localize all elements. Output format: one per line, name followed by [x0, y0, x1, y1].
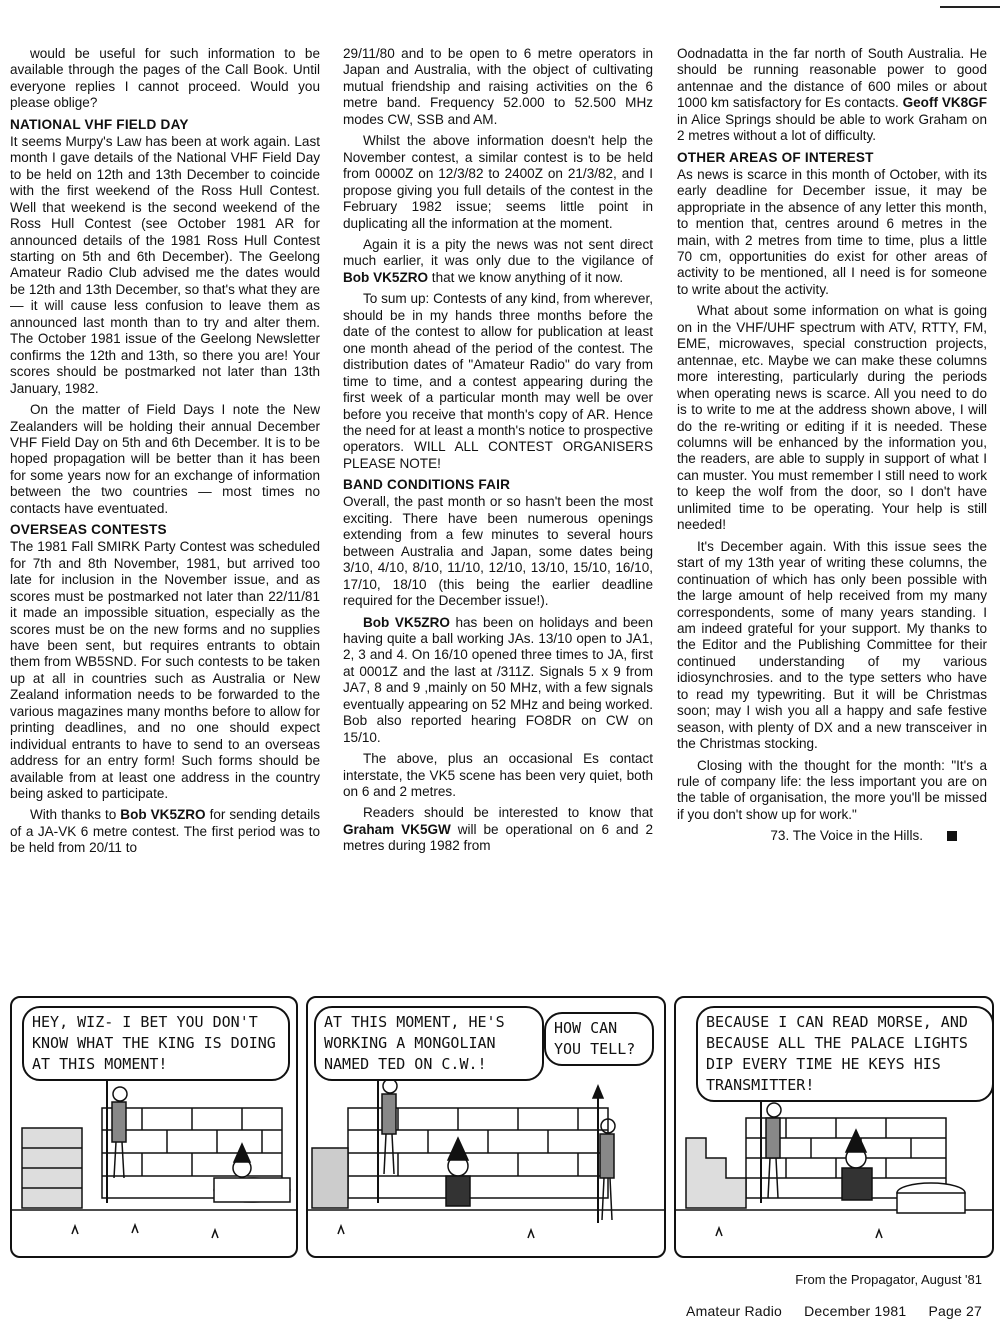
page-footer [668, 1303, 982, 1319]
column-1 [10, 46, 320, 862]
text: in Alice Springs should be able to work Graham on 2 metres without a lot of difficulty. [677, 111, 987, 144]
paragraph: It's December again. With this issue sees the start of my 13th year of writing these columns, the continuation of which has only been possible with the large amount of help received from my many correspondents, some of many years standing. I am indeed grateful for your support. My thanks to the Editor and the Publishing Committee for their continued understanding of my various idiosynchrosies. and to the type setters who have to read my typewriting. But it will be Christmas soon; may I wish you all a happy and safe festive season, with plenty of DX and a new transceiver in the Christmas stocking. [677, 538, 987, 752]
heading-other: OTHER AREAS OF INTEREST [677, 149, 874, 165]
callsign: Bob VK5ZRO [363, 614, 450, 630]
paragraph: Overall, the past month or so hasn't been the most exciting. There have been numerous openings extending from a few minutes to several hours between Australia and Japan, some dates being 3/10, 4/10, 8/10, 11/10, 12/10, 13/10, 15/10, 16/10, 17/10, 18/10 (this being the earlier deadline required for the December issue!). [343, 494, 653, 609]
column-3 [677, 46, 987, 850]
comic-panel-3 [674, 996, 994, 1258]
text: that we know anything of it now. [428, 269, 624, 285]
paragraph [343, 237, 653, 286]
paragraph: The above, plus an occasional Es contact interstate, the VK5 scene has been very quiet, both on 6 and 2 metres. [343, 751, 653, 800]
text: With thanks to [30, 807, 121, 823]
end-mark-icon [947, 831, 957, 841]
comic-panel-2 [306, 996, 666, 1258]
callsign: Graham VK5GW [343, 821, 451, 837]
callsign: Bob VK5ZRO [120, 807, 206, 823]
paragraph: 29/11/80 and to be open to 6 metre operators in Japan and Australia, with the object of cultivating mutual friendship and raising activities on the 6 metre band. Frequency 52.000 to 52.500 MHz modes CW, SSB and AM. [343, 46, 653, 127]
text: Again it is a pity the news was not sent direct much earlier, it was only due to the vigilance of [343, 236, 653, 269]
callsign: Bob VK5ZRO [343, 269, 429, 285]
paragraph [10, 807, 320, 856]
callsign: Geoff VK8GF [902, 95, 987, 111]
paragraph [343, 805, 653, 854]
top-rule [940, 6, 1000, 8]
paragraph: To sum up: Contests of any kind, from wherever, should be in my hands three months before the date of the contest to allow for publication at least one month ahead of the period of the contest. The distribution dates of "Amateur Radio" do vary from time to time, and a contest appearing during the first week of a particular month may well be over before you receive that month's copy of AR. Hence the need for at least a month's notice to prospective operators. WILL ALL CONTEST ORGANISERS PLEASE NOTE! [343, 291, 653, 471]
publication-name: Amateur Radio [686, 1303, 783, 1319]
column-2 [343, 46, 653, 860]
paragraph [677, 46, 987, 145]
comic-panel-1 [10, 996, 298, 1258]
paragraph: Whilst the above information doesn't help the November contest, a similar contest is to be held from 0000Z on 12/3/82 to 2400Z on 21/3/82, and I propose giving you full details of the contest in the February 1982 issue; seems little point in duplicating all the information at the moment. [343, 133, 653, 231]
text: will be operational on 6 and 2 metres during 1982 from [343, 821, 654, 854]
paragraph [343, 615, 653, 747]
text: Readers should be interested to know that [363, 805, 653, 821]
paragraph: As news is scarce in this month of October, with its early deadline for December issue, it may be appropriate in the absence of any letter this month, to mention that, centres around 6 metres in the main, with 2 metres from time to time, plus a little 70 cm, opportunities do exist for other areas of activity to be mentioned, all I need is for someone to write about the activity. [677, 166, 987, 297]
speech-balloon: BECAUSE I CAN READ MORSE, AND BECAUSE ALL THE PALACE LIGHTS DIP EVERY TIME HE KEYS HIS TRANSMITTER! [696, 1006, 994, 1102]
text: for sending details of a JA-VK 6 metre contest. The first period was to be held from 20/11 to [10, 807, 320, 856]
comic-strip [10, 996, 992, 1256]
paragraph: Closing with the thought for the month: "It's a rule of company life: the less important you are on the table of organisation, the more you'll be missed if you don't show up for work." [677, 757, 987, 822]
page-number: Page 27 [928, 1303, 982, 1319]
paragraph: It seems Murpy's Law has been at work again. Last month I gave details of the National VHF Field Day to be held on 12th and 13th December to coincide with the first weekend of the Ross Hull Contest. Well that weekend is the second weekend of the Ross Hull Contest (see October 1981 AR for announced details of the 1981 Ross Hull Contest starting on 5th and 6th December). The Geelong Amateur Radio Club advised me the dates would be 12th and 13th December, so that's what they are — it will cause less confusion to leave them as announced last month than to try and alter them. The October 1981 issue of the Geelong Newsletter confirms the 12th and 13th, so there you are! Your scores should be postmarked not later than 13th January, 1982. [10, 133, 320, 396]
speech-balloon: HEY, WIZ- I BET YOU DON'T KNOW WHAT THE KING IS DOING AT THIS MOMENT! [22, 1006, 290, 1081]
signature [677, 828, 987, 844]
paragraph: The 1981 Fall SMIRK Party Contest was scheduled for 7th and 8th November, 1981, but arrived too late for inclusion in the November issue, and as scores must be postmarked not later than 22/11/81 it made an impossible situation, especially as the scores must be on the new forms and no supplies have been sent, but requires entrants to obtain them from WB5SND. For such contests to be taken up at all in countries such as Australia or New Zealand information needs to be forwarded to the various magazines many months before to allow for printing deadlines, and no one should expect individual entrants to have to send to an overseas address for an entry form! Such forms should be available from at least one address in the country being asked to participate. [10, 539, 320, 802]
speech-balloon: HOW CAN YOU TELL? [544, 1012, 654, 1066]
speech-balloon: AT THIS MOMENT, HE'S WORKING A MONGOLIAN NAMED TED ON C.W.! [314, 1006, 544, 1081]
comic-credit: From the Propagator, August '81 [795, 1272, 982, 1287]
signature-text: 73. The Voice in the Hills. [770, 828, 923, 844]
text: has been on holidays and been having quite a ball working JAs. 13/10 open to JA1, 2, 3 and 4. On 16/10 opened three times to JA, first at 0001Z and the last at /311Z. Signals 5 x 9 from JA7, 8 and 9 ,mainly on 50 MHz, with a few signals eventually appearing on 52 MHz and being worked. Bob also reported hearing FO8DR on CW on 15/10. [343, 614, 653, 745]
heading-field-day: NATIONAL VHF FIELD DAY [10, 116, 189, 132]
text: Oodnadatta in the far north of South Australia. He should be running reasonable power to good antennae and the distance of 600 miles or about 1000 km satisfactory for Es contacts. [677, 46, 987, 111]
paragraph: On the matter of Field Days I note the New Zealanders will be holding their annual December VHF Field Day on 5th and 6th December. It is to be hoped propagation will be better than it has been for some years now for an exchange of information between the two countries — most times no contacts have eventuated. [10, 402, 320, 516]
issue-date: December 1981 [804, 1303, 907, 1319]
paragraph: What about some information on what is going on in the VHF/UHF spectrum with ATV, RTTY, FM, EME, microwaves, special construction projects, antennae, etc. Maybe we can make these columns more interesting, particularly during the periods when operating news is scarce. All you need to do is to write to me at the address shown above, I will do the re-writing or editing if it is needed. These columns will be enhanced by the information you, the readers, are able to supply in support of what I can muster. You must remember I still need to work to keep the wolf from the door, so I don't have unlimited time to be operating. Your help is still needed! [677, 303, 987, 533]
heading-overseas: OVERSEAS CONTESTS [10, 522, 167, 538]
paragraph: would be useful for such information to be available through the pages of the Call Book. Until everyone replies I cannot proceed. Would you please oblige? [10, 46, 320, 111]
heading-band: BAND CONDITIONS FAIR [343, 477, 511, 493]
